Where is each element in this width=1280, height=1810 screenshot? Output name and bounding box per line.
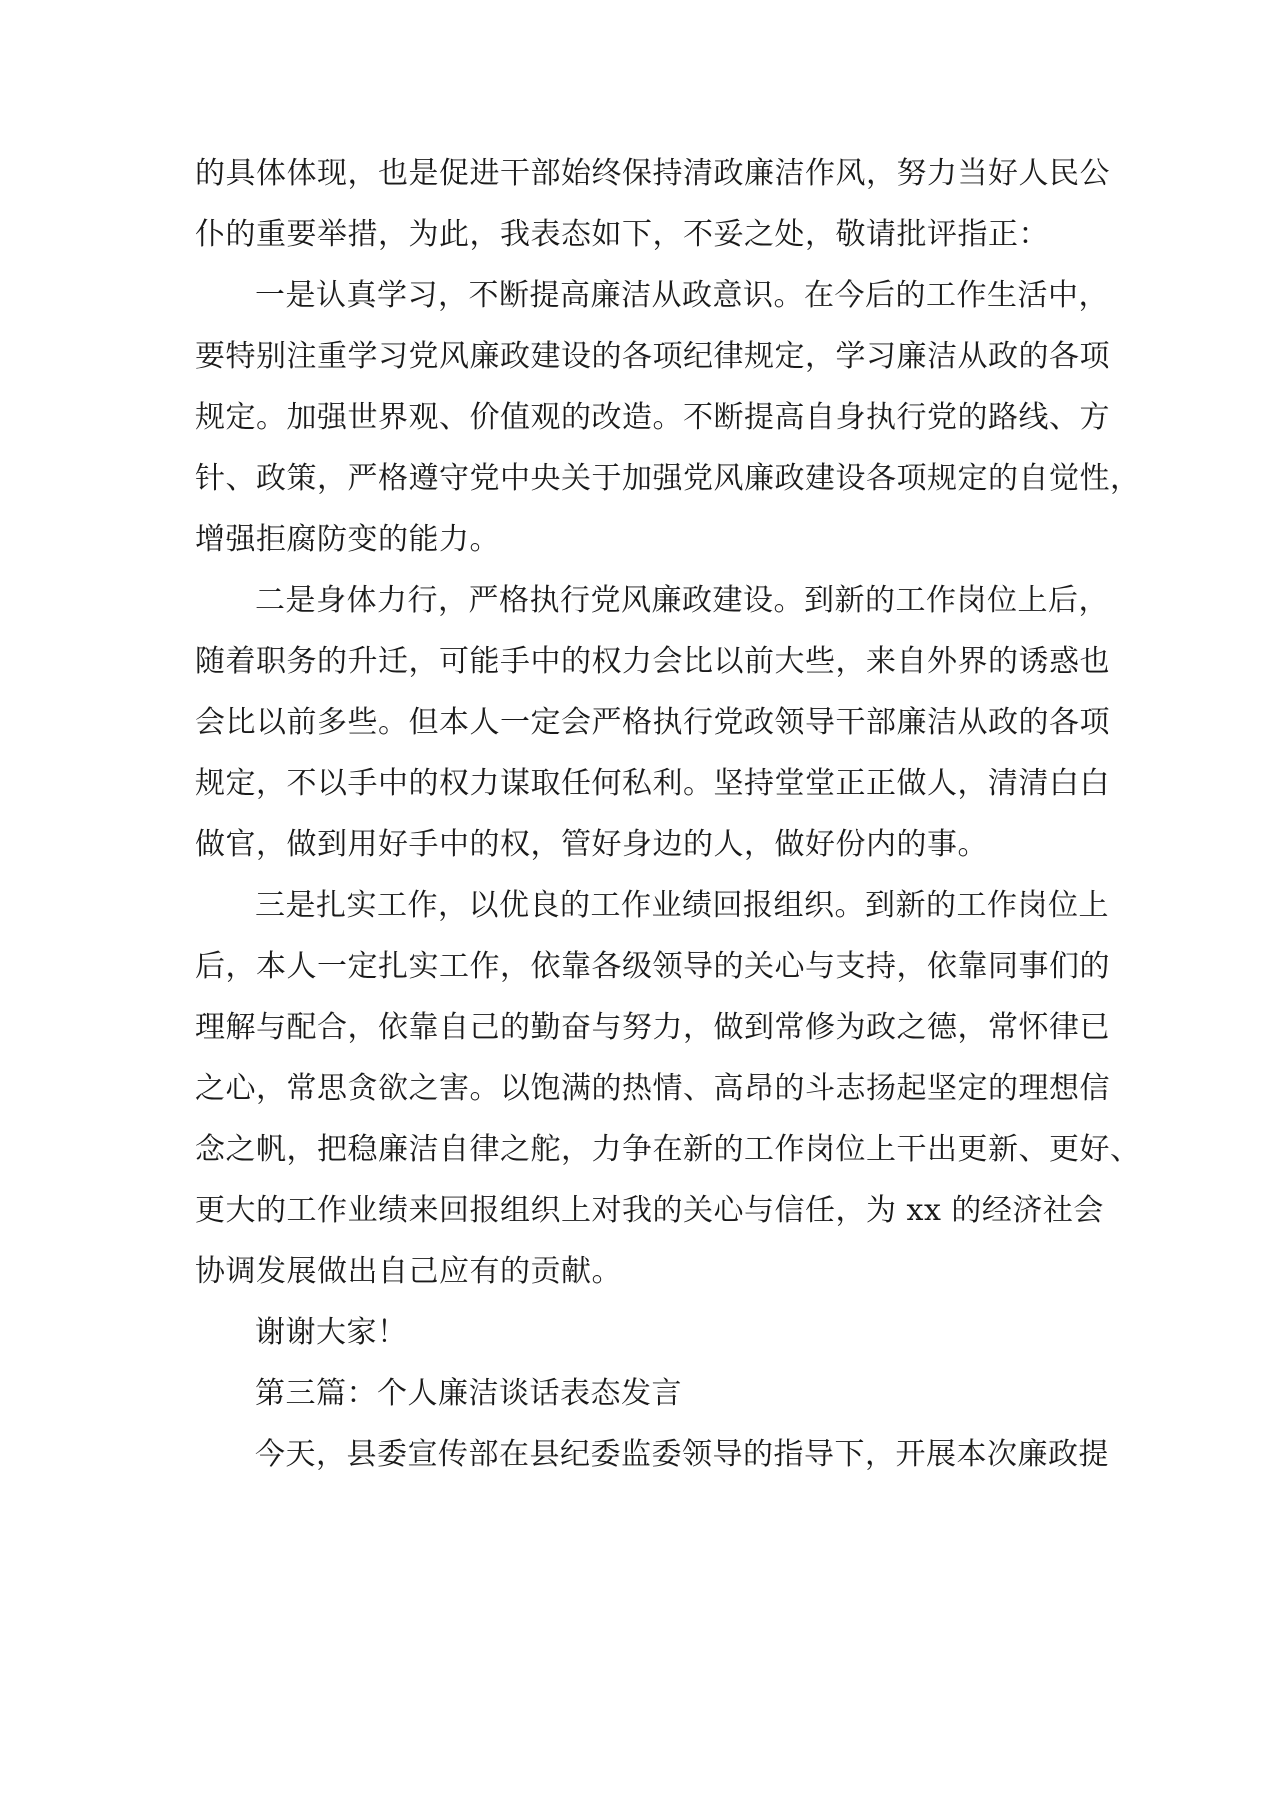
paragraph-line-10: 会比以前多些。但本人一定会严格执行党政领导干部廉洁从政的各项 [195, 705, 1110, 740]
paragraph-line-4: 要特别注重学习党风廉政建设的各项纪律规定，学习廉洁从政的各项 [195, 339, 1110, 374]
paragraph-line-9: 随着职务的升迁，可能手中的权力会比以前大些，来自外界的诱惑也 [195, 644, 1110, 679]
paragraph-line-13: 三是扎实工作，以优良的工作业绩回报组织。到新的工作岗位上 [255, 888, 1109, 923]
paragraph-line-17: 念之帆，把稳廉洁自律之舵，力争在新的工作岗位上干出更新、更好、 [195, 1132, 1141, 1167]
paragraph-line-5: 规定。加强世界观、价值观的改造。不断提高自身执行党的路线、方 [195, 400, 1110, 435]
paragraph-line-6: 针、政策，严格遵守党中央关于加强党风廉政建设各项规定的自觉性， [195, 461, 1141, 496]
paragraph-line-14: 后，本人一定扎实工作，依靠各级领导的关心与支持，依靠同事们的 [195, 949, 1110, 984]
paragraph-line-18: 更大的工作业绩来回报组织上对我的关心与信任，为 xx 的经济社会 [195, 1193, 1104, 1228]
paragraph-line-1: 的具体体现，也是促进干部始终保持清政廉洁作风，努力当好人民公 [195, 156, 1110, 191]
section-heading: 第三篇：个人廉洁谈话表态发言 [255, 1376, 682, 1411]
paragraph-line-15: 理解与配合，依靠自己的勤奋与努力，做到常修为政之德，常怀律已 [195, 1010, 1110, 1045]
paragraph-line-16: 之心，常思贪欲之害。以饱满的热情、高昂的斗志扬起坚定的理想信 [195, 1071, 1110, 1106]
paragraph-line-12: 做官，做到用好手中的权，管好身边的人，做好份内的事。 [195, 827, 988, 862]
paragraph-line-19: 协调发展做出自己应有的贡献。 [195, 1254, 622, 1289]
paragraph-line-7: 增强拒腐防变的能力。 [195, 522, 500, 557]
paragraph-line-3: 一是认真学习，不断提高廉洁从政意识。在今后的工作生活中， [255, 278, 1109, 313]
paragraph-line-22: 今天，县委宣传部在县纪委监委领导的指导下，开展本次廉政提 [255, 1437, 1109, 1472]
paragraph-line-2: 仆的重要举措，为此，我表态如下，不妥之处，敬请批评指正： [195, 217, 1049, 252]
paragraph-line-11: 规定，不以手中的权力谋取任何私利。坚持堂堂正正做人，清清白白 [195, 766, 1110, 801]
paragraph-line-8: 二是身体力行，严格执行党风廉政建设。到新的工作岗位上后， [255, 583, 1109, 618]
closing-thanks: 谢谢大家！ [255, 1315, 408, 1350]
